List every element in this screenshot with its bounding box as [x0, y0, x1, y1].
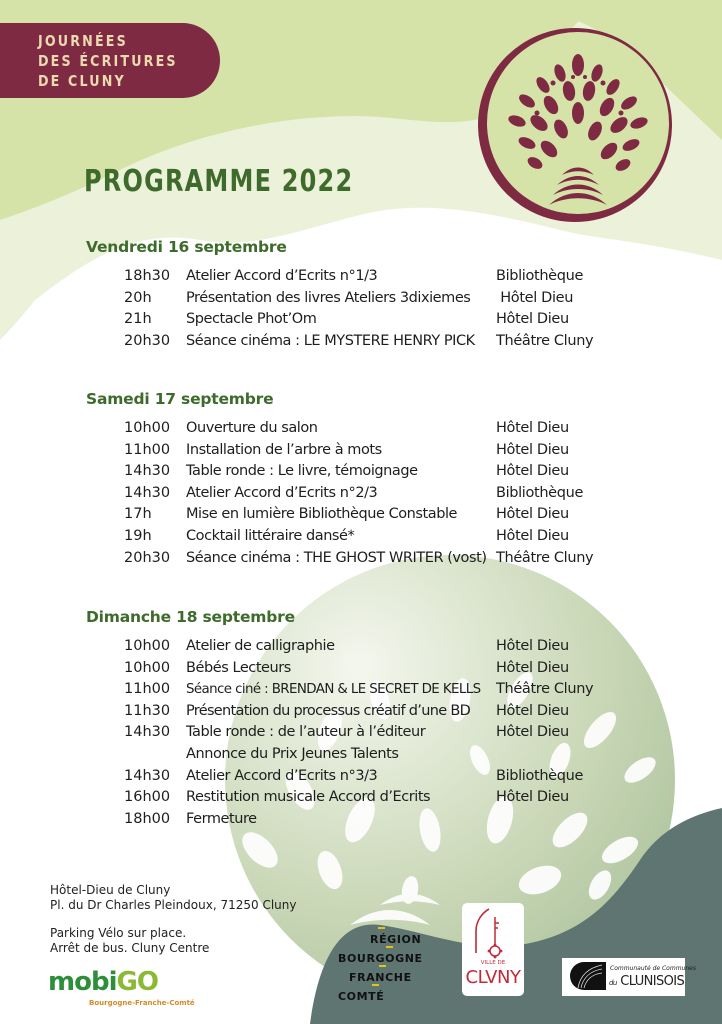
day-section-saturday	[86, 388, 626, 569]
event-name: Atelier de calligraphie	[186, 638, 335, 654]
event-time: 21h	[124, 311, 152, 328]
event-time: 20h30	[124, 549, 171, 566]
schedule-row	[86, 418, 626, 440]
event-name: Installation de l’arbre à mots	[186, 441, 382, 458]
event-name: Bébés Lecteurs	[186, 659, 291, 676]
schedule-row	[86, 331, 626, 353]
event-time: 14h30	[124, 484, 171, 501]
banner-line-3: DE CLUNY	[38, 72, 126, 90]
venue-address	[50, 883, 296, 956]
event-place: Hôtel Dieu	[496, 659, 569, 676]
event-time: 20h	[124, 289, 152, 306]
schedule-row	[86, 440, 626, 462]
schedule-row	[86, 504, 626, 526]
event-place: Hôtel Dieu	[496, 724, 569, 741]
event-name: Spectacle Phot’Om	[186, 311, 317, 328]
event-time: 14h30	[124, 463, 171, 480]
address-line: Hôtel-Dieu de Cluny	[50, 883, 171, 897]
schedule-row	[86, 548, 626, 570]
event-place: Bibliothèque	[496, 767, 584, 784]
event-banner	[0, 23, 220, 98]
event-time: 17h	[124, 506, 152, 523]
event-name: Présentation du processus créatif d’une BD	[186, 702, 471, 719]
mobigo-word-a: mobi	[48, 967, 117, 997]
event-name: Séance cinéma : LE MYSTERE HENRY PICK	[186, 332, 475, 349]
schedule-row	[86, 483, 626, 505]
event-time: 10h00	[124, 659, 171, 676]
event-name: Présentation des livres Ateliers 3dixiemes	[186, 289, 471, 306]
event-name: Séance ciné : BRENDAN & LE SECRET DE KELLS	[186, 682, 481, 698]
mobigo-word-b: GO	[116, 967, 158, 997]
event-name: Séance cinéma : THE GHOST WRITER (vost)	[186, 549, 487, 566]
event-place: Hôtel Dieu	[496, 441, 569, 458]
event-time: 18h00	[124, 810, 171, 827]
address-line: Pl. du Dr Charles Pleindoux, 71250 Cluny	[50, 898, 297, 912]
event-name: Restitution musicale Accord d’Ecrits	[186, 789, 431, 806]
event-time: 14h30	[124, 767, 171, 784]
event-place: Hôtel Dieu	[496, 463, 569, 480]
region-bourgogne-logo	[338, 930, 448, 1006]
schedule-row	[86, 461, 626, 483]
event-time: 11h00	[124, 681, 171, 698]
event-name: Table ronde : Le livre, témoignage	[186, 463, 418, 480]
event-place: Hôtel Dieu	[496, 638, 569, 654]
clunisois-name: CLUNISOIS	[620, 974, 685, 989]
event-time: 10h00	[124, 638, 171, 654]
event-place: Hôtel Dieu	[496, 311, 569, 328]
event-place: Hôtel Dieu	[496, 702, 569, 719]
schedule-row	[86, 744, 626, 766]
region-line: BOURGOGNE	[338, 952, 423, 965]
event-place: Théâtre Cluny	[496, 332, 594, 349]
day-title: Samedi 17 septembre	[86, 390, 274, 408]
access-line: Arrêt de bus. Cluny Centre	[50, 941, 210, 955]
clunisois-top-text: Communauté de Communes	[610, 965, 696, 972]
event-place: Théâtre Cluny	[496, 549, 594, 566]
region-line: COMTÉ	[338, 990, 385, 1003]
event-name: Ouverture du salon	[186, 420, 318, 436]
tree-of-leaves-icon	[477, 27, 673, 223]
key-icon	[462, 903, 524, 961]
cluny-subtitle: VILLE DE	[480, 960, 506, 966]
schedule-row	[86, 679, 626, 701]
event-place: Bibliothèque	[496, 484, 584, 501]
day-title: Vendredi 16 septembre	[86, 238, 287, 256]
event-time: 20h30	[124, 332, 171, 349]
event-time: 11h30	[124, 702, 171, 719]
event-place: Hôtel Dieu	[496, 420, 569, 436]
day-section-friday	[86, 236, 626, 352]
event-name: Annonce du Prix Jeunes Talents	[186, 745, 399, 762]
event-time: 18h30	[124, 268, 171, 284]
region-line: RÉGION	[370, 933, 422, 946]
event-name: Table ronde : de l’auteur à l’éditeur	[186, 724, 426, 741]
banner-line-1: JOURNÉES	[38, 32, 128, 50]
event-name: Fermeture	[186, 810, 257, 827]
event-place: Hôtel Dieu	[496, 289, 574, 306]
event-name: Atelier Accord d’Ecrits n°2/3	[186, 484, 378, 501]
event-place: Hôtel Dieu	[496, 789, 569, 806]
schedule-row	[86, 526, 626, 548]
event-place: Hôtel Dieu	[496, 506, 569, 523]
banner-line-2: DES ÉCRITURES	[38, 52, 178, 70]
day-section-sunday	[86, 606, 626, 830]
mobigo-subtitle: Bourgogne-Franche-Comté	[89, 999, 195, 1007]
day-title: Dimanche 18 septembre	[86, 608, 295, 626]
access-line: Parking Vélo sur place.	[50, 926, 187, 940]
clunisois-mark-icon	[570, 962, 606, 990]
clunisois-du: du	[609, 979, 617, 987]
event-place: Hôtel Dieu	[496, 527, 569, 544]
region-line: FRANCHE	[349, 971, 412, 984]
event-time: 14h30	[124, 724, 171, 741]
schedule-row	[86, 288, 626, 310]
schedule-row	[86, 266, 626, 288]
schedule-row	[86, 636, 626, 658]
event-time: 11h00	[124, 441, 171, 458]
event-name: Atelier Accord d’Ecrits n°3/3	[186, 767, 378, 784]
event-place: Bibliothèque	[496, 268, 584, 284]
schedule-row	[86, 701, 626, 723]
page-title: PROGRAMME 2022	[84, 164, 354, 199]
event-time: 19h	[124, 527, 152, 544]
schedule-row	[86, 722, 626, 744]
communaute-clunisois-logo	[562, 958, 696, 996]
schedule-row	[86, 809, 626, 831]
event-place: Théâtre Cluny	[496, 681, 594, 698]
event-name: Mise en lumière Bibliothèque Constable	[186, 506, 458, 523]
schedule-row	[86, 766, 626, 788]
event-name: Atelier Accord d’Ecrits n°1/3	[186, 268, 378, 284]
event-time: 10h00	[124, 420, 171, 436]
event-name: Cocktail littéraire dansé*	[186, 527, 355, 544]
schedule-row	[86, 658, 626, 680]
schedule-row	[86, 309, 626, 331]
cluny-wordmark: CLVNY	[465, 967, 521, 988]
event-time: 16h00	[124, 789, 171, 806]
mobigo-logo	[48, 967, 208, 1015]
ville-de-cluny-logo	[462, 903, 524, 996]
schedule-row	[86, 787, 626, 809]
